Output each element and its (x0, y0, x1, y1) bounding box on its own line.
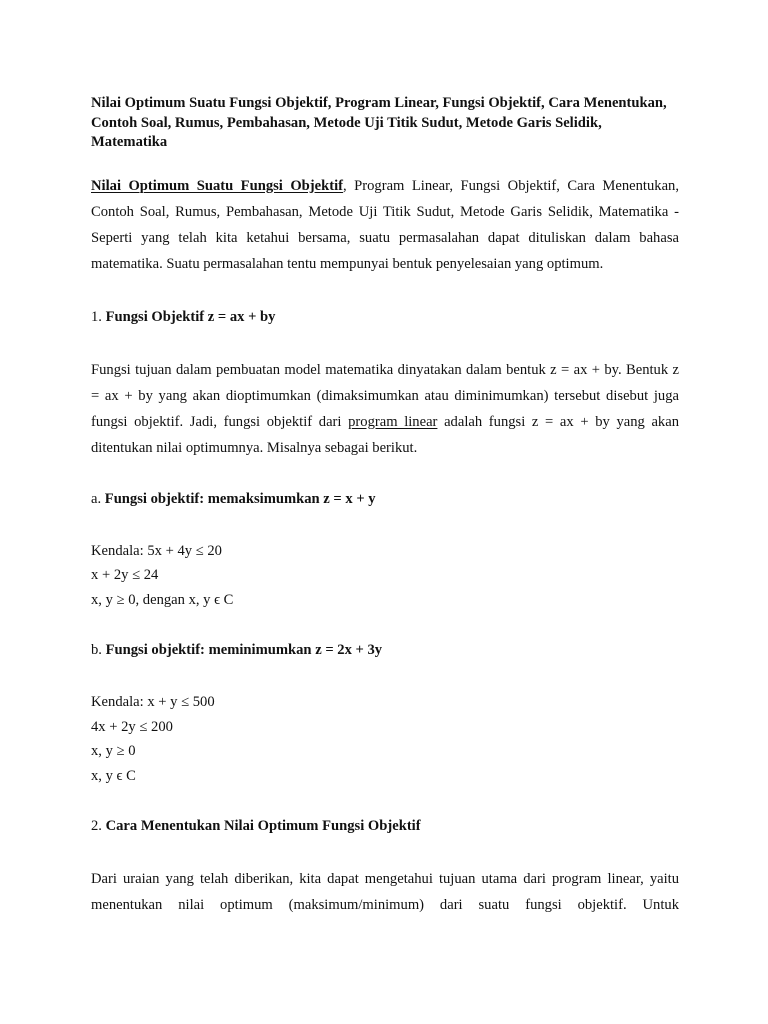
section2-heading (91, 816, 679, 836)
intro-title-link[interactable]: Nilai Optimum Suatu Fungsi Objektif (91, 177, 344, 194)
constraint-line: x, y ϵ C (91, 767, 136, 784)
section1-paragraph (91, 357, 679, 461)
constraint-line: x, y ≥ 0, dengan x, y ϵ C (91, 591, 234, 608)
example-a-label: a. (91, 490, 105, 507)
program-linear-link[interactable]: program linear (348, 413, 438, 430)
constraint-line: 4x + 2y ≤ 200 (91, 718, 173, 735)
constraint-line: x, y ≥ 0 (91, 743, 136, 759)
section1-number: 1. (91, 308, 106, 325)
constraint-line: Kendala: 5x + 4y ≤ 20 (91, 542, 222, 559)
intro-text: , Program Linear, Fungsi Objektif, Cara Menentukan, Contoh Soal, Rumus, Pembahasan, Metode Uji Titik Sudut, Metode Garis Selidik, Matematika - Seperti yang telah kita ketahui bersama, suatu permasalahan dapat dituliskan dalam bahasa matematika. Suatu permasalahan tentu mempunyai bentuk penyelesaian yang optimum. (91, 177, 679, 272)
document-title: Nilai Optimum Suatu Fungsi Objektif, Program Linear, Fungsi Objektif, Cara Menentukan, Contoh Soal, Rumus, Pembahasan, Metode Uji Titik Sudut, Metode Garis Selidik, Matematika (91, 95, 667, 150)
example-b-heading (91, 640, 679, 660)
section2-line: menentukan nilai optimum (maksimum/minimum) dari suatu fungsi objektif. Untuk (91, 897, 679, 913)
section2-paragraph (91, 866, 679, 918)
section2-line: Dari uraian yang telah diberikan, kita dapat mengetahui tujuan utama dari program linear, yaitu (91, 871, 679, 887)
example-a-constraints (91, 539, 679, 613)
section1-title: Fungsi Objektif z = ax + by (105, 308, 276, 325)
section2-title: Cara Menentukan Nilai Optimum Fungsi Objektif (105, 818, 421, 834)
intro-paragraph (91, 173, 679, 277)
example-b-label: b. (91, 642, 106, 658)
example-b-constraints (91, 690, 679, 788)
section1-text-part1: Fungsi tujuan dalam pembuatan model matematika dinyatakan dalam bentuk z = ax + by. Bentuk z = ax + by yang akan dioptimumkan (dimaksimumkan atau diminimumkan) tersebut disebut juga fungsi objektif. Jadi, fungsi objektif dari (91, 361, 679, 430)
constraint-line: x + 2y ≤ 24 (91, 567, 159, 583)
example-a-title: Fungsi objektif: memaksimumkan z = x + y (104, 490, 376, 507)
document-body (91, 94, 679, 918)
example-a-heading (91, 489, 679, 509)
example-b-title: Fungsi objektif: meminimumkan z = 2x + 3y (105, 642, 383, 658)
constraint-line: Kendala: x + y ≤ 500 (91, 694, 215, 710)
section2-number: 2. (91, 818, 106, 834)
section1-heading (91, 307, 679, 327)
section1-text-part2: adalah fungsi z = ax + by yang akan ditentukan nilai optimumnya. Misalnya sebagai berikut. (91, 413, 680, 456)
